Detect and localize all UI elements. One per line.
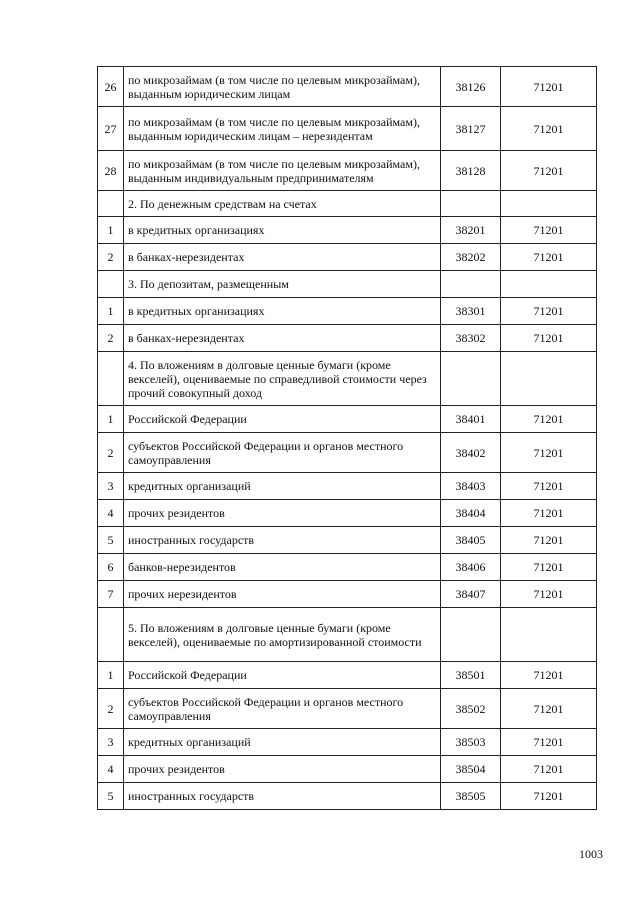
row-description: 2. По денежным средствам на счетах [124, 191, 441, 217]
row-description: 4. По вложениям в долговые ценные бумаги (кроме векселей), оцениваемые по справедливой стоимости через прочий совокупный доход [124, 352, 441, 406]
symbol-code: 71201 [501, 107, 597, 151]
row-number: 2 [98, 689, 124, 729]
symbol-code: 71201 [501, 406, 597, 433]
symbol-code: 71201 [501, 689, 597, 729]
table-row [98, 271, 597, 298]
row-number: 27 [98, 107, 124, 151]
row-description: 5. По вложениям в долговые ценные бумаги (кроме векселей), оцениваемые по амортизированной стоимости [124, 608, 441, 662]
symbol-code [501, 191, 597, 217]
account-code: 38404 [441, 500, 501, 527]
row-number [98, 352, 124, 406]
account-code: 38502 [441, 689, 501, 729]
account-code [441, 352, 501, 406]
row-description: прочих резидентов [124, 756, 441, 783]
symbol-code: 71201 [501, 244, 597, 271]
row-description: в банках-нерезидентах [124, 244, 441, 271]
symbol-code: 71201 [501, 581, 597, 608]
row-description: кредитных организаций [124, 729, 441, 756]
row-description: прочих нерезидентов [124, 581, 441, 608]
symbol-code: 71201 [501, 298, 597, 325]
row-description: в кредитных организациях [124, 217, 441, 244]
row-description: по микрозаймам (в том числе по целевым микрозаймам), выданным юридическим лицам – нерезидентам [124, 107, 441, 151]
table-row [98, 608, 597, 662]
table-row [98, 662, 597, 689]
table-row [98, 433, 597, 473]
row-description: кредитных организаций [124, 473, 441, 500]
account-code: 38503 [441, 729, 501, 756]
row-description: по микрозаймам (в том числе по целевым микрозаймам), выданным индивидуальным предпринимателям [124, 151, 441, 191]
row-description: в кредитных организациях [124, 298, 441, 325]
row-number: 7 [98, 581, 124, 608]
table-row [98, 554, 597, 581]
row-number: 4 [98, 500, 124, 527]
table-row [98, 107, 597, 151]
symbol-code: 71201 [501, 662, 597, 689]
account-code: 38406 [441, 554, 501, 581]
symbol-code [501, 608, 597, 662]
accounts-table [97, 66, 597, 810]
row-number: 5 [98, 527, 124, 554]
table-row [98, 473, 597, 500]
row-description: субъектов Российской Федерации и органов местного самоуправления [124, 433, 441, 473]
row-description: прочих резидентов [124, 500, 441, 527]
table-row [98, 406, 597, 433]
row-description: Российской Федерации [124, 406, 441, 433]
row-number [98, 608, 124, 662]
row-description: 3. По депозитам, размещенным [124, 271, 441, 298]
symbol-code: 71201 [501, 217, 597, 244]
account-code [441, 271, 501, 298]
account-code: 38126 [441, 67, 501, 107]
symbol-code: 71201 [501, 554, 597, 581]
row-description: в банках-нерезидентах [124, 325, 441, 352]
symbol-code: 71201 [501, 325, 597, 352]
account-code: 38501 [441, 662, 501, 689]
row-number: 2 [98, 244, 124, 271]
row-description: банков-нерезидентов [124, 554, 441, 581]
row-number: 2 [98, 433, 124, 473]
page-number: 1003 [579, 847, 603, 861]
row-description: субъектов Российской Федерации и органов местного самоуправления [124, 689, 441, 729]
account-code: 38301 [441, 298, 501, 325]
table-row [98, 151, 597, 191]
table-row [98, 191, 597, 217]
table-row [98, 729, 597, 756]
account-code: 38403 [441, 473, 501, 500]
table-row [98, 500, 597, 527]
row-number: 1 [98, 217, 124, 244]
symbol-code [501, 352, 597, 406]
symbol-code: 71201 [501, 67, 597, 107]
symbol-code: 71201 [501, 473, 597, 500]
symbol-code: 71201 [501, 729, 597, 756]
accounts-table-body [98, 67, 597, 810]
table-row [98, 67, 597, 107]
row-number: 28 [98, 151, 124, 191]
symbol-code: 71201 [501, 151, 597, 191]
account-code: 38128 [441, 151, 501, 191]
table-row [98, 689, 597, 729]
row-number: 3 [98, 729, 124, 756]
row-description: иностранных государств [124, 783, 441, 810]
account-code: 38405 [441, 527, 501, 554]
table-row [98, 581, 597, 608]
symbol-code: 71201 [501, 500, 597, 527]
row-number: 26 [98, 67, 124, 107]
account-code: 38127 [441, 107, 501, 151]
table-row [98, 527, 597, 554]
account-code: 38201 [441, 217, 501, 244]
table-row [98, 325, 597, 352]
symbol-code: 71201 [501, 756, 597, 783]
account-code: 38202 [441, 244, 501, 271]
account-code [441, 608, 501, 662]
symbol-code [501, 271, 597, 298]
row-number: 1 [98, 298, 124, 325]
table-row [98, 217, 597, 244]
table-row [98, 756, 597, 783]
symbol-code: 71201 [501, 527, 597, 554]
account-code: 38407 [441, 581, 501, 608]
account-code: 38504 [441, 756, 501, 783]
row-number [98, 191, 124, 217]
symbol-code: 71201 [501, 783, 597, 810]
account-code: 38402 [441, 433, 501, 473]
row-number: 2 [98, 325, 124, 352]
row-description: Российской Федерации [124, 662, 441, 689]
table-row [98, 783, 597, 810]
account-code: 38505 [441, 783, 501, 810]
account-code: 38401 [441, 406, 501, 433]
row-number: 6 [98, 554, 124, 581]
symbol-code: 71201 [501, 433, 597, 473]
row-number: 5 [98, 783, 124, 810]
account-code: 38302 [441, 325, 501, 352]
row-number: 3 [98, 473, 124, 500]
row-number: 4 [98, 756, 124, 783]
account-code [441, 191, 501, 217]
row-description: по микрозаймам (в том числе по целевым микрозаймам), выданным юридическим лицам [124, 67, 441, 107]
row-number: 1 [98, 662, 124, 689]
row-description: иностранных государств [124, 527, 441, 554]
table-row [98, 298, 597, 325]
row-number: 1 [98, 406, 124, 433]
row-number [98, 271, 124, 298]
table-row [98, 244, 597, 271]
table-row [98, 352, 597, 406]
